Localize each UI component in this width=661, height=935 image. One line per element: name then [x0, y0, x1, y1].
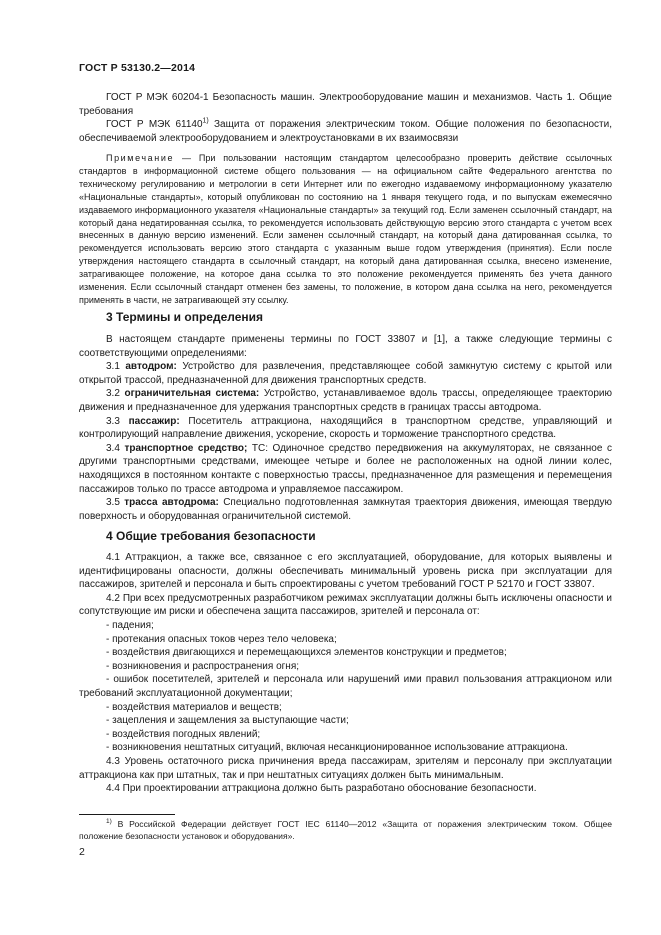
hazard-list-item: - воздействия погодных явлений;	[106, 728, 261, 740]
footnote-marker: 1)	[106, 818, 112, 826]
note-label: Примечание	[106, 153, 175, 163]
hazard-list-item: - возникновения и распространения огня;	[106, 660, 300, 672]
footnote-text: В Российской Федерации действует ГОСТ IEC 61140—2012 «Защита от поражения электрическим током. Общее положение безопасности установок и оборудования».	[79, 819, 612, 841]
reference-item: ГОСТ Р МЭК 61140$^{1)}$ Защита от поражения электрическим током. Общие положения по безопасности, обеспечиваемой электрооборудованием и электроустановками в их взаимосвязи	[79, 117, 613, 144]
clause-4-2: 4.2 При всех предусмотренных разработчиком режимах эксплуатации должны быть исключены опасности и сопутствующие им риски и обеспечена защита пассажиров, зрителей и персонала от:	[79, 592, 612, 618]
section-4	[79, 529, 612, 543]
section-3-intro: В настоящем стандарте применены термины по ГОСТ 33807 и [1], а также следующие термины с соответствующими определениями:	[79, 334, 612, 359]
clause-4-1: 4.1 Аттракцион, а также все, связанное с его эксплуатацией, оборудование, для которых выявлены и идентифицированы опасности, должны обеспечивать минимальный уровень риска при эксплуатации для пассажиров, зрителей и персонала и быть спроектированы с учетом требований ГОСТ Р 52170 и ГОСТ 33807.	[79, 552, 612, 591]
hazard-list-item: - зацепления и защемления за выступающие части;	[106, 715, 349, 727]
term-name: автодром:	[125, 361, 177, 373]
term-definition: 3.1 автодром: Устройство для развлечения, представляющее собой замкнутую систему с крытой или открытой трассой, предназначенной для движения транспортных средств.	[79, 361, 612, 386]
term-name: ограничительная система:	[124, 388, 260, 400]
clause-4-4: 4.4 При проектировании аттракциона должно быть разработано обоснование безопасности.	[106, 783, 537, 795]
note-block	[79, 152, 612, 307]
term-definition: 3.2 ограничительная система: Устройство, устанавливаемое вдоль трассы, определяющее траекторию движения и предназначенное для удержания транспортных средств в границах трассы автодрома.	[79, 388, 612, 413]
document-code: ГОСТ Р 53130.2—2014	[79, 62, 196, 74]
section-3	[79, 310, 612, 324]
term-name: транспортное средство;	[124, 442, 248, 454]
footnote-divider	[79, 814, 175, 815]
hazard-list-item: - воздействия материалов и веществ;	[106, 701, 282, 713]
hazard-list-item: - ошибок посетителей, зрителей и персонала или нарушений ими правил пользования аттракционом или требований эксплуатационной документации;	[79, 674, 612, 699]
footnote	[79, 818, 612, 842]
references-block	[79, 91, 612, 145]
hazard-list-item: - падения;	[106, 619, 154, 631]
footnote-marker: 1)	[202, 117, 209, 125]
section-3-body	[79, 333, 612, 523]
term-definition: 3.5 трасса автодрома: Специально подготовленная замкнутая траектория движения, имеющая твердую поверхность и оборудованная ограничительной системой.	[79, 497, 612, 522]
hazard-list-item: - протекания опасных токов через тело человека;	[106, 633, 337, 645]
page-number: 2	[79, 846, 85, 858]
term-definition: 3.4 транспортное средство; ТС: Одиночное средство передвижения на аккумуляторах, не связанное с другими транспортными средствами, имеющее четыре и более не расположенных на одной линии колес, находящихся в постоянном контакте с поверхностью трассы, предназначенное для размещения и перемещения пассажиров только по трассе автодрома и управляемое пассажиром.	[79, 442, 612, 495]
term-name: пассажир:	[128, 415, 180, 427]
section-4-body	[79, 551, 612, 796]
section-4-title: 4 Общие требования безопасности	[106, 529, 316, 543]
note-paragraph	[79, 152, 612, 307]
term-definition: 3.3 пассажир: Посетитель аттракциона, находящийся в транспортном средстве, управляющий и контролирующий направление движения, ускорение, скорость и торможение транспортного средства.	[79, 415, 613, 441]
hazard-list-item: - воздействия двигающихся и перемещающихся элементов конструкции и предметов;	[106, 647, 507, 659]
section-3-title: 3 Термины и определения	[106, 310, 264, 324]
reference-item: ГОСТ Р МЭК 60204-1 Безопасность машин. Электрооборудование машин и механизмов. Часть 1. Общие требования	[79, 92, 612, 117]
term-name: трасса автодрома:	[124, 497, 219, 509]
note-text: — При пользовании настоящим стандартом целесообразно проверить действие ссылочных стандартов в информационной системе общего пользования — на официальном сайте Федерального агентства по техническому регулированию и метрологии в сети Интернет или по ежегодно издаваемому информационному указателю «Национальные стандарты», который опубликован по состоянию на 1 января текущего года, и по выпускам ежемесячно издаваемого информационного указателя «Национальные стандарты» за текущий год. Если заменен ссылочный стандарт, на который дана недатированная ссылка, то рекомендуется использовать действующую версию этого стандарта с учетом всех внесенных в данную версию изменений. Если заменен ссылочный стандарт, на который дана датированная ссылка, то рекомендуется использовать версию этого стандарта с указанным выше годом утверждения (принятия). Если после утверждения настоящего стандарта в ссылочный стандарт, на который дана датированная ссылка, внесено изменение, затрагивающее положение, на которое дана ссылка то это положение рекомендуется применять без учета данного изменения. Если ссылочный стандарт отменен без замены, то положение, в котором дана ссылка на него, рекомендуется применять в части, не затрагивающей эту ссылку.	[79, 153, 612, 305]
hazard-list-item: - возникновения нештатных ситуаций, включая несанкционированное использование аттракциона.	[106, 742, 568, 754]
clause-4-3: 4.3 Уровень остаточного риска причинения вреда пассажирам, зрителям и персоналу при эксплуатации аттракциона как при штатных, так и при нештатных ситуациях должен быть минимальным.	[79, 755, 612, 781]
